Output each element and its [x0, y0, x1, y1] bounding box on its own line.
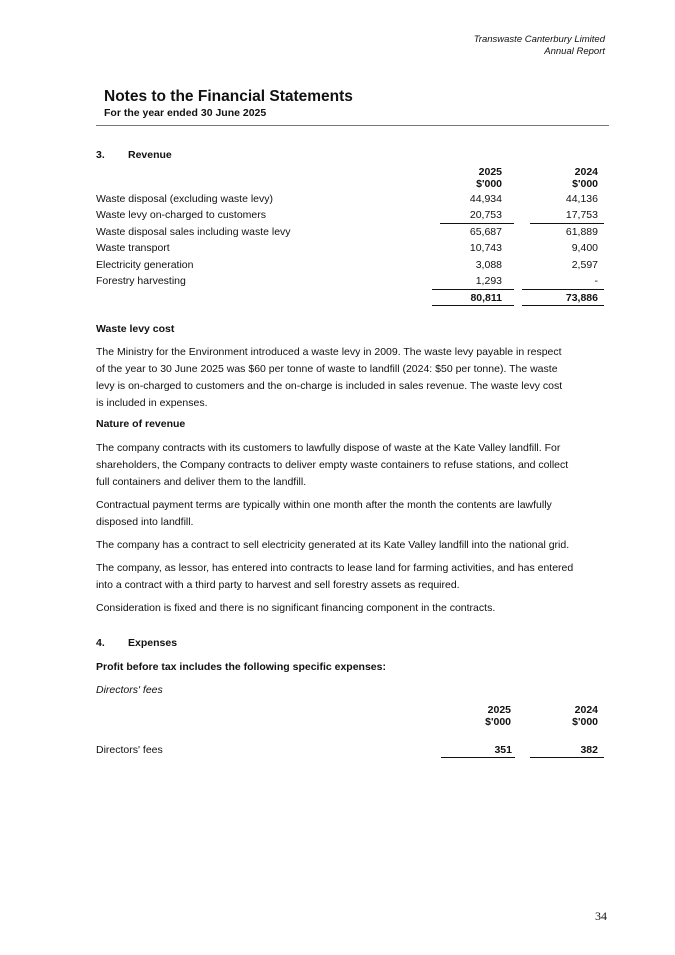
section-title: Expenses — [128, 637, 178, 649]
column-year: 2025 — [487, 704, 511, 716]
revenue-row-2025: 65,687 — [469, 226, 502, 238]
revenue-row-2025: 1,293 — [475, 275, 502, 287]
revenue-row-2024: 17,753 — [565, 209, 598, 221]
paragraph-line: of the year to 30 June 2025 was $60 per tonne of waste to landfill (2024: $50 per tonne). The waste — [96, 363, 558, 375]
directors-fees-2025: 351 — [494, 744, 512, 756]
page-title: Notes to the Financial Statements — [104, 88, 353, 105]
total-double-rule — [522, 305, 604, 306]
revenue-col-2024 — [518, 166, 598, 190]
paragraph-line: is included in expenses. — [96, 397, 208, 409]
waste-levy-paragraph — [96, 344, 609, 412]
nature-of-revenue-heading: Nature of revenue — [96, 418, 186, 430]
revenue-row-label: Forestry harvesting — [96, 275, 186, 287]
section-title: Revenue — [128, 149, 172, 161]
revenue-row-2025: 20,753 — [469, 209, 502, 221]
revenue-total-2024: 73,886 — [565, 292, 598, 304]
revenue-row-2024: 2,597 — [571, 259, 598, 271]
column-year: 2024 — [574, 704, 598, 716]
paragraph-line: Contractual payment terms are typically within one month after the month the contents are lawfully — [96, 499, 552, 511]
total-double-rule — [432, 305, 514, 306]
total-rule — [522, 289, 604, 290]
paragraph-line: into a contract with a third party to harvest and sell forestry assets as required. — [96, 579, 460, 591]
column-year: 2025 — [478, 166, 502, 178]
nature-paragraph-4 — [96, 560, 609, 594]
revenue-row-2024: 9,400 — [571, 242, 598, 254]
nature-paragraph-5 — [96, 600, 609, 617]
nature-paragraph-3 — [96, 537, 609, 554]
column-year: 2024 — [574, 166, 598, 178]
expenses-intro: Profit before tax includes the following specific expenses: — [96, 661, 386, 673]
paragraph-line: disposed into landfill. — [96, 516, 194, 528]
waste-levy-heading: Waste levy cost — [96, 323, 175, 335]
subtotal-rule — [530, 223, 604, 224]
company-name: Transwaste Canterbury Limited — [473, 34, 605, 45]
revenue-row-2025: 3,088 — [475, 259, 502, 271]
expenses-col-2025 — [431, 704, 511, 728]
directors-fees-subheading: Directors' fees — [96, 684, 163, 696]
section-number: 3. — [96, 149, 105, 161]
revenue-row-label: Waste disposal (excluding waste levy) — [96, 193, 274, 205]
revenue-total-2025: 80,811 — [470, 292, 502, 304]
total-rule — [441, 757, 515, 758]
total-rule — [432, 289, 514, 290]
page-number: 34 — [595, 909, 607, 923]
revenue-row-label: Waste disposal sales including waste levy — [96, 226, 291, 238]
revenue-row-2024: - — [594, 275, 598, 287]
nature-paragraph-2 — [96, 497, 609, 531]
paragraph-line: levy is on-charged to customers and the on-charge is included in sales revenue. The waste levy cost — [96, 380, 563, 392]
paragraph-line: full containers and deliver them to the landfill. — [96, 476, 307, 488]
directors-fees-label: Directors' fees — [96, 744, 163, 756]
paragraph-line: shareholders, the Company contracts to deliver empty waste containers to refuse stations, and collect — [96, 459, 569, 471]
nature-paragraph-1 — [96, 440, 609, 491]
paragraph-line: The company, as lessor, has entered into contracts to lease land for farming activities, and has entered — [96, 562, 574, 574]
column-unit: $'000 — [572, 716, 598, 728]
paragraph-line: The Ministry for the Environment introduced a waste levy in 2009. The waste levy payable in respect — [96, 346, 562, 358]
revenue-row-2025: 44,934 — [469, 193, 502, 205]
revenue-row-2025: 10,743 — [469, 242, 502, 254]
report-name: Annual Report — [544, 46, 605, 57]
revenue-col-2025 — [422, 166, 502, 190]
header-rule — [96, 125, 609, 126]
revenue-row-2024: 44,136 — [565, 193, 598, 205]
revenue-row-2024: 61,889 — [565, 226, 598, 238]
revenue-row-label: Waste levy on-charged to customers — [96, 209, 267, 221]
section-number: 4. — [96, 637, 105, 649]
directors-fees-2024: 382 — [580, 744, 598, 756]
subtotal-rule — [440, 223, 514, 224]
column-unit: $'000 — [476, 178, 502, 190]
paragraph-line: The company contracts with its customers to lawfully dispose of waste at the Kate Valley landfill. For — [96, 442, 561, 454]
column-unit: $'000 — [485, 716, 511, 728]
page-subtitle: For the year ended 30 June 2025 — [104, 107, 267, 119]
paragraph-line: The company has a contract to sell electricity generated at its Kate Valley landfill into the national grid. — [96, 539, 570, 551]
total-rule — [530, 757, 604, 758]
paragraph-line: Consideration is fixed and there is no significant financing component in the contracts. — [96, 602, 496, 614]
column-unit: $'000 — [572, 178, 598, 190]
company-header — [474, 34, 605, 58]
revenue-row-label: Waste transport — [96, 242, 170, 254]
revenue-row-label: Electricity generation — [96, 259, 194, 271]
expenses-col-2024 — [518, 704, 598, 728]
